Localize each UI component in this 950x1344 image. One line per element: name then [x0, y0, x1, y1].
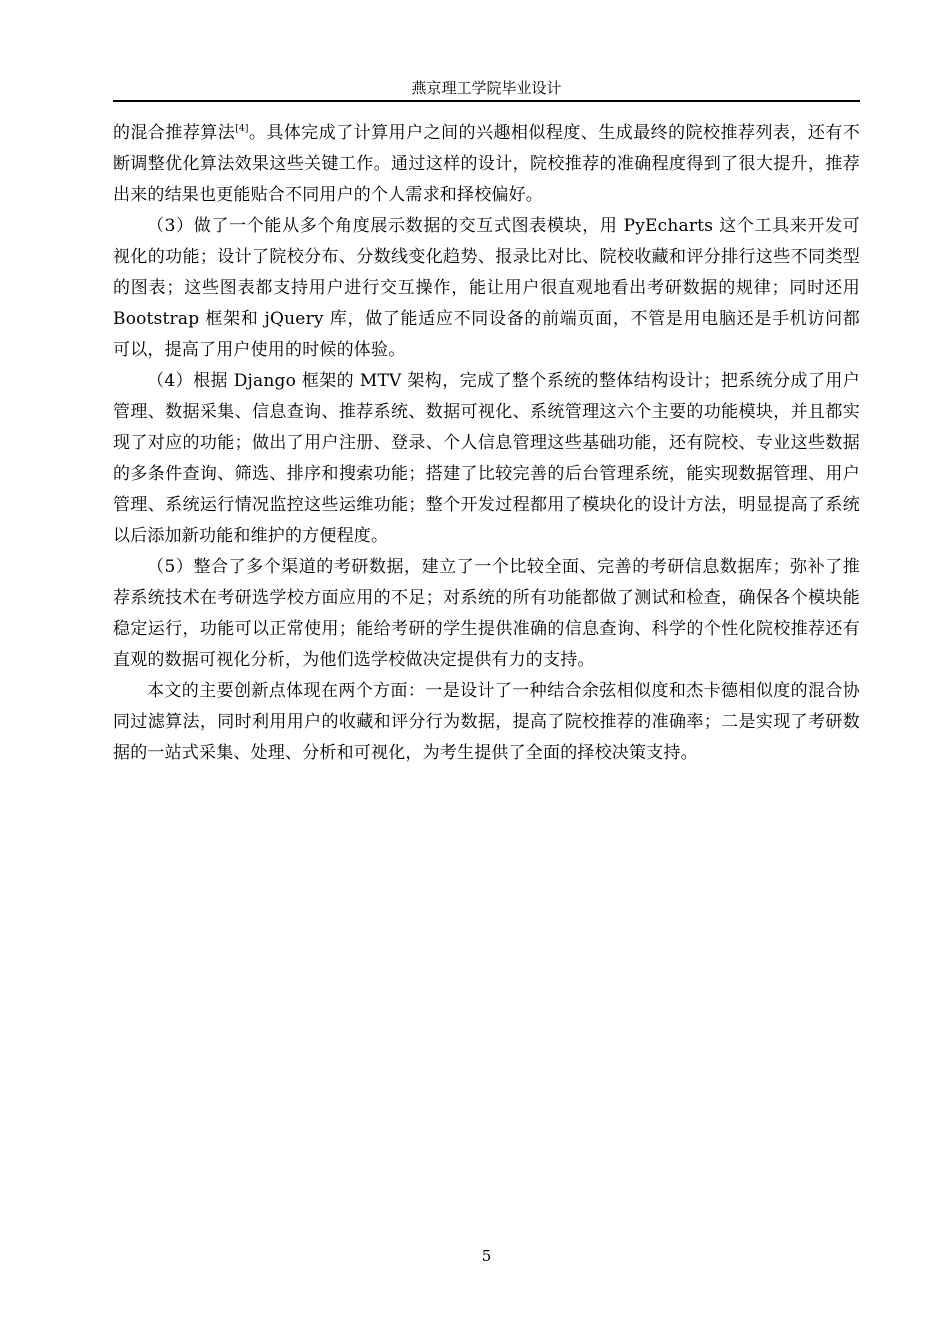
paragraph-innovation: 本文的主要创新点体现在两个方面：一是设计了一种结合余弦相似度和杰卡德相似度的混合协同过滤算法，同时利用用户的收藏和评分行为数据，提高了院校推荐的准确率；二是实现了考研数据的一站式采集、处理、分析和可视化，为考生提供了全面的择校决策支持。	[113, 681, 860, 763]
header-rule	[113, 100, 860, 102]
paragraph-text: 的混合推荐算法	[113, 123, 236, 143]
citation-ref[interactable]: [4]	[235, 124, 249, 134]
paragraph-item-3: （3）做了一个能从多个角度展示数据的交互式图表模块，用 PyEcharts 这个工具来开发可视化的功能；设计了院校分布、分数线变化趋势、报录比对比、院校收藏和评分排行这些不同类型的图表；这些图表都支持用户进行交互操作，能让用户很直观地看出考研数据的规律；同时还用 Bootstrap 框架和 jQuery 库，做了能适应不同设备的前端页面，不管是用电脑还是手机访问都可以，提高了用户使用的时候的体验。	[113, 216, 860, 360]
body-text	[113, 118, 860, 769]
paragraph-continuation	[113, 118, 860, 211]
paragraph-text: 。具体完成了计算用户之间的兴趣相似程度、生成最终的院校推荐列表，还有不断调整优化算法效果这些关键工作。通过这样的设计，院校推荐的准确程度得到了很大提升，推荐出来的结果也更能贴合不同用户的个人需求和择校偏好。	[113, 123, 861, 205]
page-number: 5	[481, 1247, 492, 1265]
paragraph-item-4: （4）根据 Django 框架的 MTV 架构，完成了整个系统的整体结构设计；把系统分成了用户管理、数据采集、信息查询、推荐系统、数据可视化、系统管理这六个主要的功能模块，并且都实现了对应的功能；做出了用户注册、登录、个人信息管理这些基础功能，还有院校、专业这些数据的多条件查询、筛选、排序和搜索功能；搭建了比较完善的后台管理系统，能实现数据管理、用户管理、系统运行情况监控这些运维功能；整个开发过程都用了模块化的设计方法，明显提高了系统以后添加新功能和维护的方便程度。	[113, 371, 860, 546]
paragraph-item-5: （5）整合了多个渠道的考研数据，建立了一个比较全面、完善的考研信息数据库；弥补了推荐系统技术在考研选学校方面应用的不足；对系统的所有功能都做了测试和检查，确保各个模块能稳定运行，功能可以正常使用；能给考研的学生提供准确的信息查询、科学的个性化院校推荐还有直观的数据可视化分析，为他们选学校做决定提供有力的支持。	[113, 557, 860, 670]
running-header: 燕京理工学院毕业设计	[411, 79, 562, 97]
